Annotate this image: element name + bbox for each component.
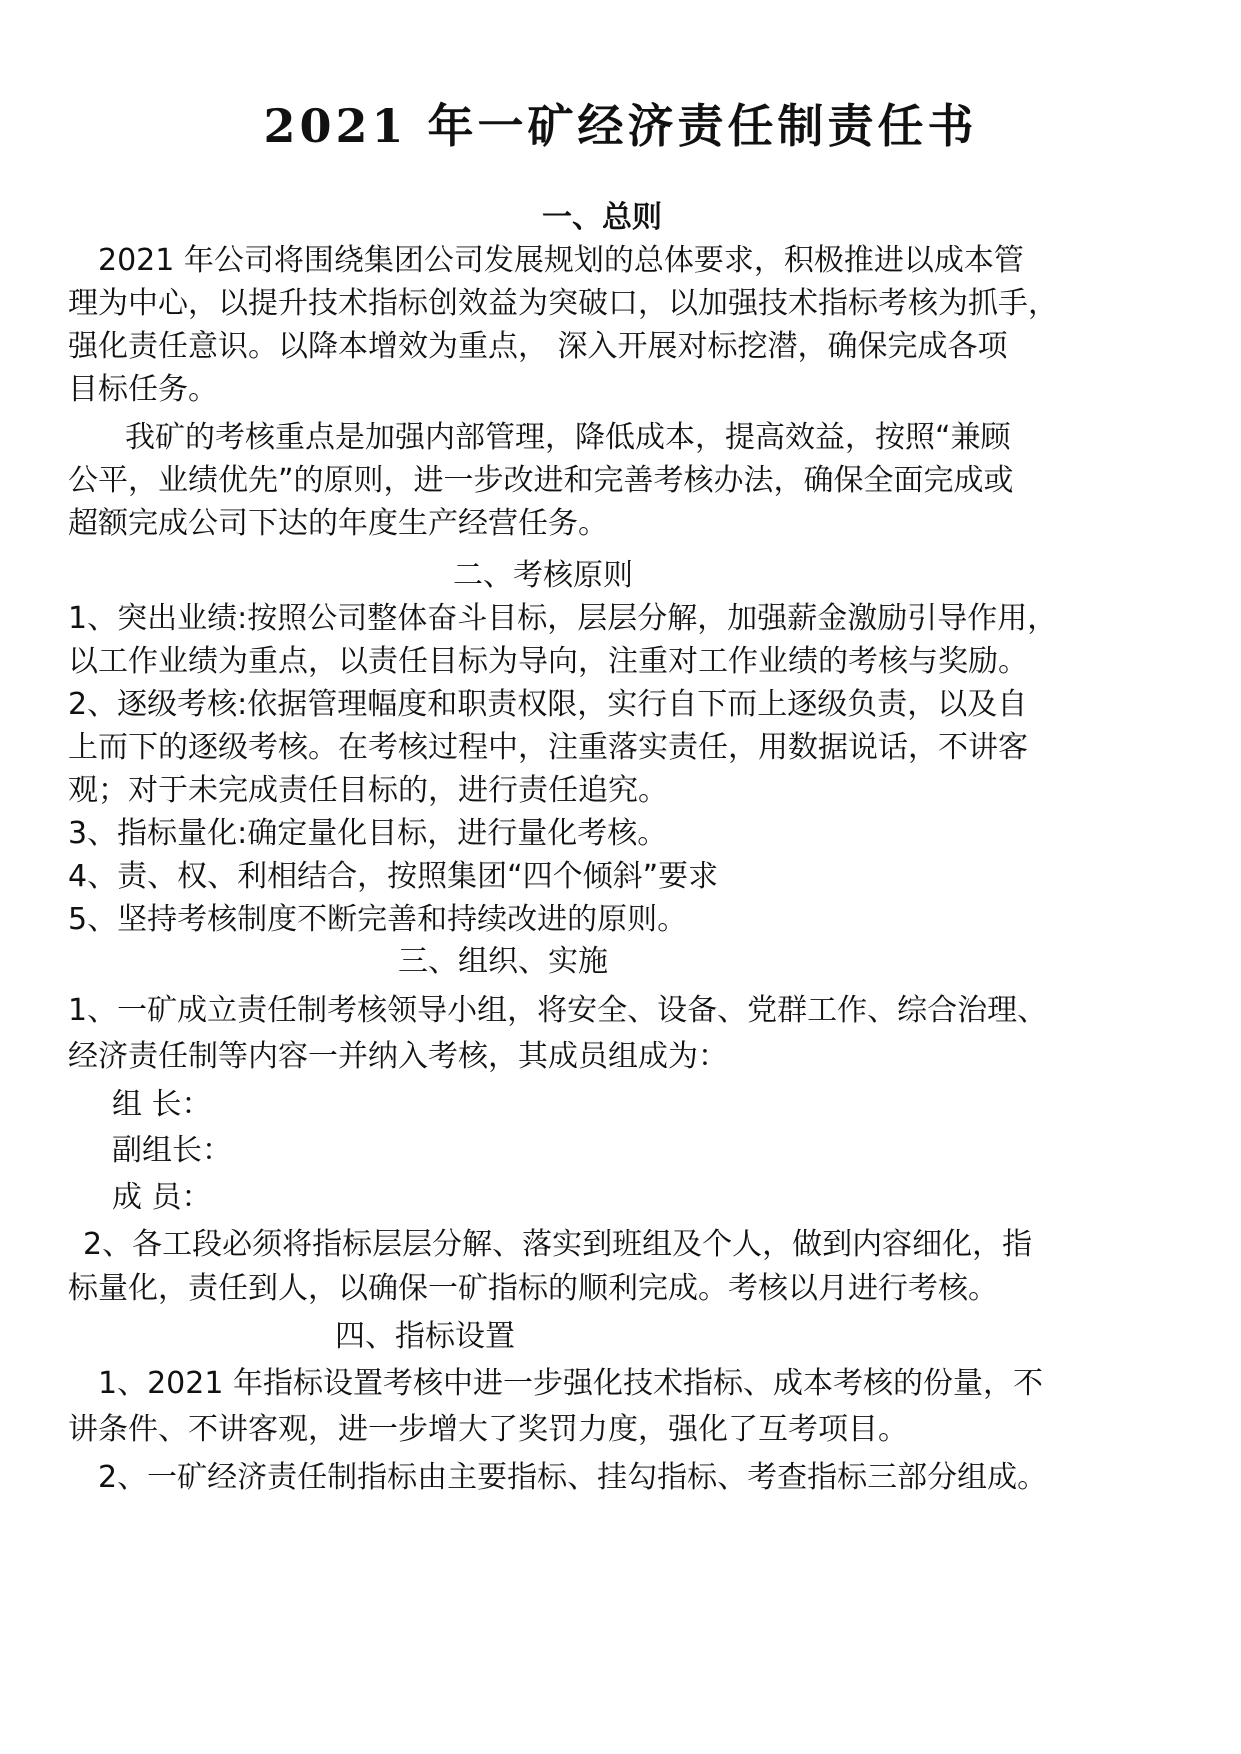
section-heading-indicators: 四、指标设置 [335,1319,515,1354]
list-item: 标量化，责任到人，以确保一矿指标的顺利完成。考核以月进行考核。 [68,1271,998,1306]
member-label-leader: 组 长： [112,1087,212,1122]
paragraph-line: 2021 年公司将围绕集团公司发展规划的总体要求，积极推进以成本管 [98,243,1024,278]
list-item: 5、坚持考核制度不断完善和持续改进的原则。 [68,902,688,937]
list-item: 以工作业绩为重点，以责任目标为导向，注重对工作业绩的考核与奖励。 [68,644,1028,679]
member-label-deputy-leader: 副组长： [112,1133,232,1168]
document-title: 2021 年一矿经济责任制责任书 [263,99,978,153]
list-item: 经济责任制等内容一并纳入考核，其成员组成为： [68,1039,728,1074]
list-item: 2、一矿经济责任制指标由主要指标、挂勾指标、考查指标三部分组成。 [98,1460,1048,1495]
list-item: 1、突出业绩:按照公司整体奋斗目标，层层分解，加强薪金激励引导作用， [68,601,1058,636]
list-item: 3、指标量化:确定量化目标，进行量化考核。 [68,816,668,851]
list-item: 1、一矿成立责任制考核领导小组，将安全、设备、党群工作、综合治理、 [68,993,1048,1028]
paragraph-line: 我矿的考核重点是加强内部管理，降低成本，提高效益，按照“兼顾 [125,420,1011,455]
list-item: 2、逐级考核:依据管理幅度和职责权限，实行自下而上逐级负责，以及自 [68,687,1028,722]
section-heading-organization: 三、组织、实施 [398,944,608,979]
paragraph-line: 公平，业绩优先”的原则，进一步改进和完善考核办法，确保全面完成或 [68,463,1014,498]
list-item: 观；对于未完成责任目标的，进行责任追究。 [68,773,668,808]
list-item: 上而下的逐级考核。在考核过程中，注重落实责任，用数据说话，不讲客 [68,730,1028,765]
section-heading-principles: 二、考核原则 [453,558,633,593]
member-label-members: 成 员： [112,1180,212,1215]
paragraph-line: 理为中心，以提升技术指标创效益为突破口，以加强技术指标考核为抓手， [68,286,1058,321]
section-heading-general: 一、总则 [542,200,662,235]
paragraph-line: 超额完成公司下达的年度生产经营任务。 [68,506,608,541]
list-item: 4、责、权、利相结合，按照集团“四个倾斜”要求 [68,859,719,894]
list-item: 1、2021 年指标设置考核中进一步强化技术指标、成本考核的份量，不 [98,1366,1043,1401]
list-item: 讲条件、不讲客观，进一步增大了奖罚力度，强化了互考项目。 [68,1412,908,1447]
list-item: 2、各工段必须将指标层层分解、落实到班组及个人，做到内容细化，指 [83,1227,1033,1262]
paragraph-line: 强化责任意识。以降本增效为重点， 深入开展对标挖潜，确保完成各项 [68,329,1008,364]
paragraph-line: 目标任务。 [68,372,218,407]
